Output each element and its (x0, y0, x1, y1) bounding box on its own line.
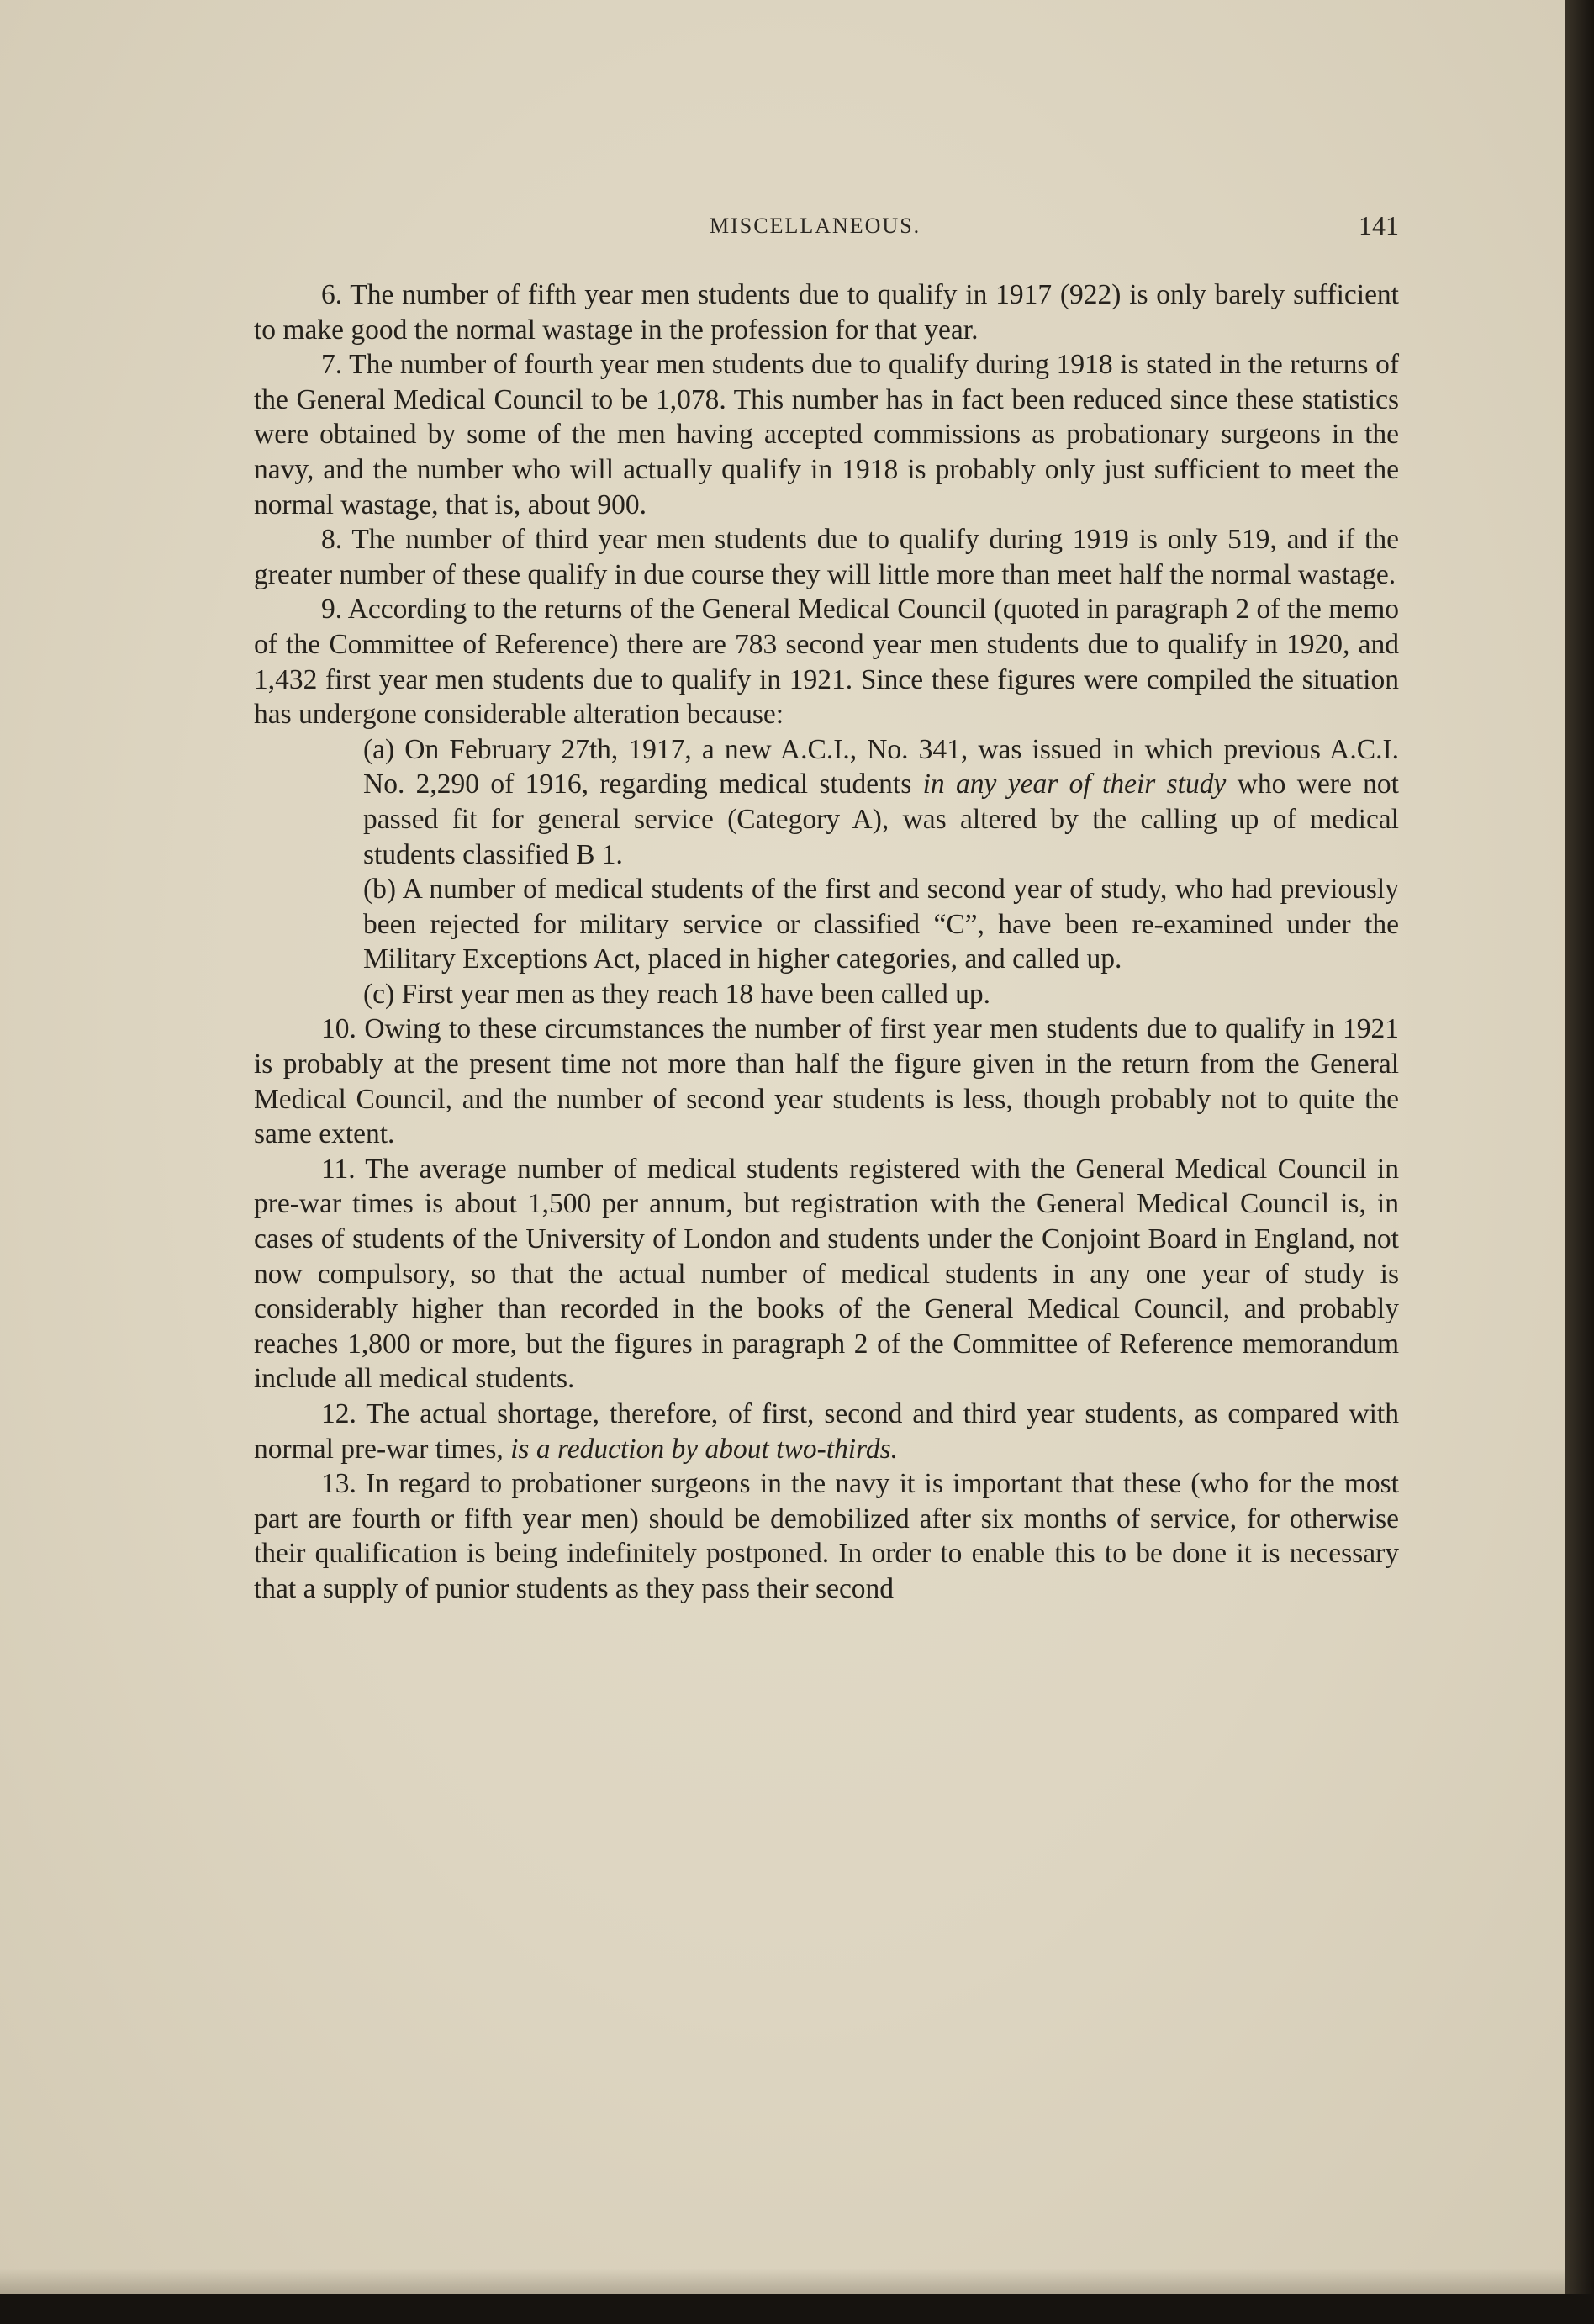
paragraph-12-text: 12. The actual shortage, therefore, of first, second and third year students, as compared with normal pre-war times, (254, 1398, 1399, 1465)
paragraph-9a-text-end: who were not passed fit for general service (Category A), was altered by the calling up of medical students classified B 1. (363, 769, 1399, 870)
page-edge-shadow-right (1565, 0, 1594, 2324)
paragraph-12 (254, 1397, 1399, 1466)
page-edge-shadow-bottom (0, 2294, 1594, 2324)
paragraph-9a-emphasis: in any year of their study (922, 769, 1227, 800)
paragraph-11: 11. The average number of medical students registered with the General Medical Council in pre-war times is about 1,500 per annum, but registration with the General Medical Council is, in cases of students of the University of London and students under the Conjoint Board in England, not now compulsory, so that the actual number of medical students in any one year of study is considerably higher than recorded in the books of the General Medical Council, and probably reaches 1,800 or more, but the figures in paragraph 2 of the Committee of Reference memorandum include all medical students. (254, 1153, 1399, 1395)
paragraph-6: 6. The number of fifth year men students due to qualify in 1917 (922) is only barely sufficient to make good the normal wastage in the profession for that year. (254, 279, 1399, 346)
body-text (254, 277, 1399, 1607)
paragraph-10: 10. Owing to these circumstances the number of first year men students due to qualify in 1921 is probably at the present time not more than half the figure given in the return from the General Medical Council, and the number of second year students is less, though probably not to quite the same extent. (254, 1013, 1399, 1150)
paragraph-9: 9. According to the returns of the General Medical Council (quoted in paragraph 2 of the memo of the Committee of Reference) there are 783 second year men students due to qualify in 1920, and 1,432 first year men students due to qualify in 1921. Since these figures were compiled the situation has undergone considerable alteration because: (254, 594, 1399, 731)
paragraph-13: 13. In regard to probationer surgeons in the navy it is important that these (who for the most part are fourth or fifth year men) should be demobilized after six months of service, for otherwise their qualification is being indefinitely postponed. In order to enable this to be done it is necessary that a supply of punior students as they pass their second (254, 1468, 1399, 1604)
paragraph-8: 8. The number of third year men students due to qualify during 1919 is only 519, and if the greater number of these qualify in due course they will little more than meet half the normal wastage. (254, 524, 1399, 590)
running-head (254, 210, 1399, 247)
page-number: 141 (1359, 210, 1399, 240)
paragraph-7: 7. The number of fourth year men students due to qualify during 1918 is stated in the returns of the General Medical Council to be 1,078. This number has in fact been reduced since these statistics were obtained by some of the men having accepted commissions as probationary surgeons in the navy, and the number who will actually qualify in 1918 is probably only just sufficient to meet the normal wastage, that is, about 900. (254, 349, 1399, 520)
section-title: MISCELLANEOUS. (710, 214, 921, 238)
paragraph-12-emphasis: is a reduction by about two-thirds. (510, 1433, 899, 1465)
paragraph-9a (363, 732, 1399, 872)
paragraph-9b: (b) A number of medical students of the first and second year of study, who had previously been rejected for military service or classified “C”, have been re-examined under the Military Exceptions Act, placed in higher categories, and called up. (363, 874, 1399, 975)
paragraph-9a-text-start: (a) On February 27th, 1917, a new A.C.I., No. 341, was issued in which previous A.C.I. No. 2,290 of 1916, regarding medical students (363, 733, 1399, 800)
paragraph-9c: (c) First year men as they reach 18 have been called up. (363, 978, 990, 1010)
